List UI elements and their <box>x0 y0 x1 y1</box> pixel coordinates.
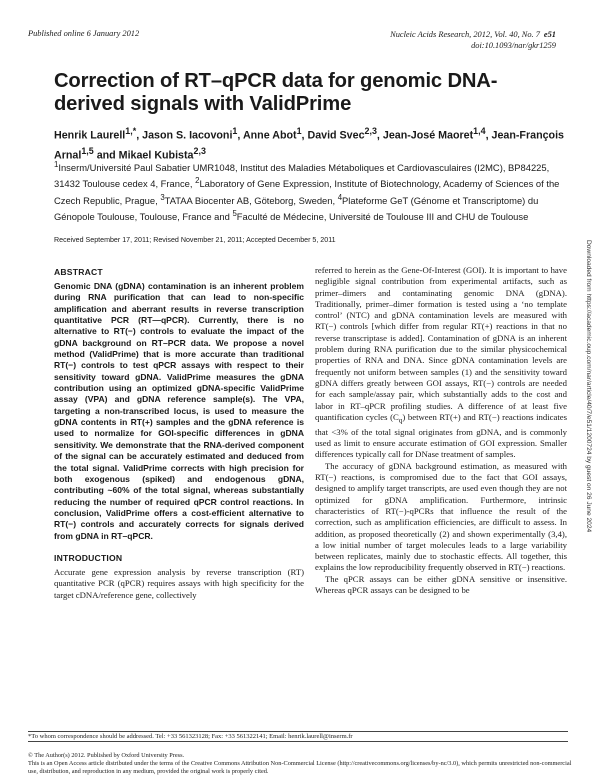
author-separator: , <box>376 129 383 142</box>
article-title: Correction of RT–qPCR data for genomic DNA-derived signals with ValidPrime <box>54 70 498 115</box>
author-affiliation-marker: 1,* <box>125 126 137 136</box>
affiliations <box>54 158 564 224</box>
footnote-divider <box>28 731 568 732</box>
body-text-run: (C <box>390 411 399 422</box>
affiliation-text: Laboratory of Gene Expression, Institute of Biotechnology, Academy of Sciences of the Czech Republic, Prague, <box>54 178 560 206</box>
author-affiliation-marker: 2,3 <box>364 126 377 136</box>
download-watermark <box>581 240 595 700</box>
author-separator: , <box>237 129 243 142</box>
author-name: Anne Abot <box>242 129 297 142</box>
author-affiliation-marker: 1,4 <box>473 126 486 136</box>
author-name: Jean-José Maoret <box>382 129 474 142</box>
body-paragraph: The accuracy of gDNA background estimation, as measured with RT(−) reactions, is compromised due to the fact that GOI assays, designed to amplify target transcripts, are used even though they are not optimized for gDNA amplification. Furthermore, intrinsic characteristics of RT(−)-qPCRs that influence the result of the correction, such as amplification efficiencies, are difficult to assess. In addition, as proposed theoretically (2) and shown experimentally (3,4), a low initial number of target molecules leads to a large variability between replicates, mainly due to stochastic effects. All together, this explains the low reproducibility frequently observed in RT(−) reactions. <box>315 460 567 573</box>
author-affiliation-marker: 1 <box>296 126 302 136</box>
author-affiliation-marker: 1 <box>232 126 238 136</box>
author-name: David Svec <box>307 129 365 142</box>
body-paragraph: The qPCR assays can be either gDNA sensitive or insensitive. Whereas qPCR assays can be designed to be <box>315 573 567 596</box>
author-separator: , <box>136 129 143 142</box>
body-paragraph <box>315 265 567 461</box>
correspondence-footnote: *To whom correspondence should be addressed. Tel: +33 561323128; Fax: +33 561322141; Email: henrik.laurell@inserm.fr <box>28 733 353 740</box>
affiliation-number: 5 <box>232 209 237 219</box>
author-separator: and <box>93 149 119 162</box>
affiliation-number: 4 <box>337 192 343 202</box>
affiliation-text: Faculté de Médecine, Université de Toulouse III and CHU de Toulouse <box>236 211 529 223</box>
article-doi: doi:10.1093/nar/gkr1259 <box>471 41 556 50</box>
introduction-paragraph: Accurate gene expression analysis by reverse transcription (RT) quantitative PCR (qPCR) requires assays with high specificity for the target cDNA/reference gene, collectively <box>54 566 304 600</box>
author-affiliation-marker: 1,5 <box>81 145 94 156</box>
affiliation-number: 1 <box>54 160 59 169</box>
abstract-heading: ABSTRACT <box>54 267 103 277</box>
affiliation-text: Inserm/Université Paul Sabatier UMR1048, Institut des Maladies Métaboliques et Cardiovasculaires (I2MC), BP84225, 31432 Toulouse cedex 4, France, <box>54 162 550 190</box>
copyright-notice <box>28 752 573 776</box>
body-text-run: referred to herein as the Gene-Of-Interest (GOI). It is important to have negligible signal contribution from experimental artifacts, such as primer–dimers and contaminating genomic DNA (gDNA). Traditionally, primer–dimer formation is tested using a ‘no template control’ (NTC) and gDNA contamination levels are measured with RT(−) controls [which differ from regular RT(+) reactions in that no reverse transcriptase is added]. Contamination of gDNA is an inherent problem during RNA purification due to the similar physicochemical properties of RNA and DNA. Since gDNA contamination levels are frequently not uniform between samples (1) and the sensitivity toward gDNA differs greatly between GOI assays, RT(−) controls are needed for each sample/assay pair, which substantially adds to the cost and labor in RT–qPCR profiling studies. A difference of at least five quantification cycles <box>315 265 567 422</box>
left-column <box>54 267 304 601</box>
right-column <box>315 265 567 596</box>
download-watermark-text: Downloaded from https://academic.oup.com/nar/article/40/7/e51/1200724 by guest on 26 June 2024 <box>585 240 592 533</box>
subscript: q <box>398 416 403 425</box>
license-text: This is an Open Access article distributed under the terms of the Creative Commons Attribution Non-Commercial License (http://creativecommons.org/licenses/by-nc/3.0), which permits unrestricted non-commercial use, distribution, and reproduction in any medium, provided the original work is properly cited. <box>28 760 572 775</box>
author-name: Jean-François Arnal <box>54 129 564 162</box>
affiliation-number: 3 <box>160 192 165 202</box>
published-date: Published online 6 January 2012 <box>28 29 140 38</box>
body-text-run: ) between RT(+) and RT(−) reactions indicates that <3% of the total signal originates from gDNA, and is commonly used as limit to ensure accurate estimation of GOI expression. Smaller differences typically call for DNase treatment of samples. <box>315 411 567 460</box>
author-separator: , <box>485 129 492 142</box>
affiliation-text: TATAA Biocenter AB, Göteborg, Sweden, <box>164 194 338 206</box>
affiliation-text: Plateforme GeT (Génome et Transcriptome) du Génopole Toulouse, Toulouse, France and <box>54 194 539 223</box>
author-affiliation-marker: 2,3 <box>193 145 206 156</box>
affiliation-number: 2 <box>195 176 200 186</box>
introduction-heading: INTRODUCTION <box>54 552 123 563</box>
copyright-divider <box>28 741 568 742</box>
author-name: Mikael Kubista <box>118 149 194 162</box>
author-name: Henrik Laurell <box>54 129 126 142</box>
author-separator: , <box>301 129 308 142</box>
abstract-text: Genomic DNA (gDNA) contamination is an inherent problem during RNA purification that can lead to non-specific amplification and aberrant results in reverse transcription quantitative PCR (RT—qPCR). Currently, there is no alternative to RT(−) controls to evaluate the impact of the gDNA background on RT–PCR data. We propose a novel method (ValidPrime) that is more accurate than traditional RT(−) controls to test qPCR assays with respect to their sensitivity toward gDNA. ValidPrime measures the gDNA contribution using an optimized gDNA-specific ValidPrime assay (VPA) and gDNA reference sample(s). The VPA, targeting a non-transcribed locus, is used to measure the gDNA contents in RT(+) samples and the gDNA reference is used to normalize for GOI-specific differences in gDNA sensitivity. We demonstrate that the RNA-derived component of the signal can be accurately estimated and deduced from the total signal. ValidPrime corrects with high precision for both exogenous (spiked) and endogenous gDNA, contributing ~60% of the total signal, whereas substantially reducing the number of required qPCR control reactions. In conclusion, ValidPrime offers a cost-efficient alternative to RT(−) controls and accurately corrects for signals derived from gDNA in RT–qPCR. <box>54 281 304 541</box>
article-page-id: e51 <box>543 30 556 39</box>
journal-header <box>390 29 556 51</box>
journal-citation: Nucleic Acids Research, 2012, Vol. 40, No. 7 <box>390 30 540 39</box>
received-dates: Received September 17, 2011; Revised November 21, 2011; Accepted December 5, 2011 <box>54 236 336 244</box>
copyright-line: © The Author(s) 2012. Published by Oxford University Press. <box>28 752 185 759</box>
author-name: Jason S. Iacovoni <box>142 129 233 142</box>
